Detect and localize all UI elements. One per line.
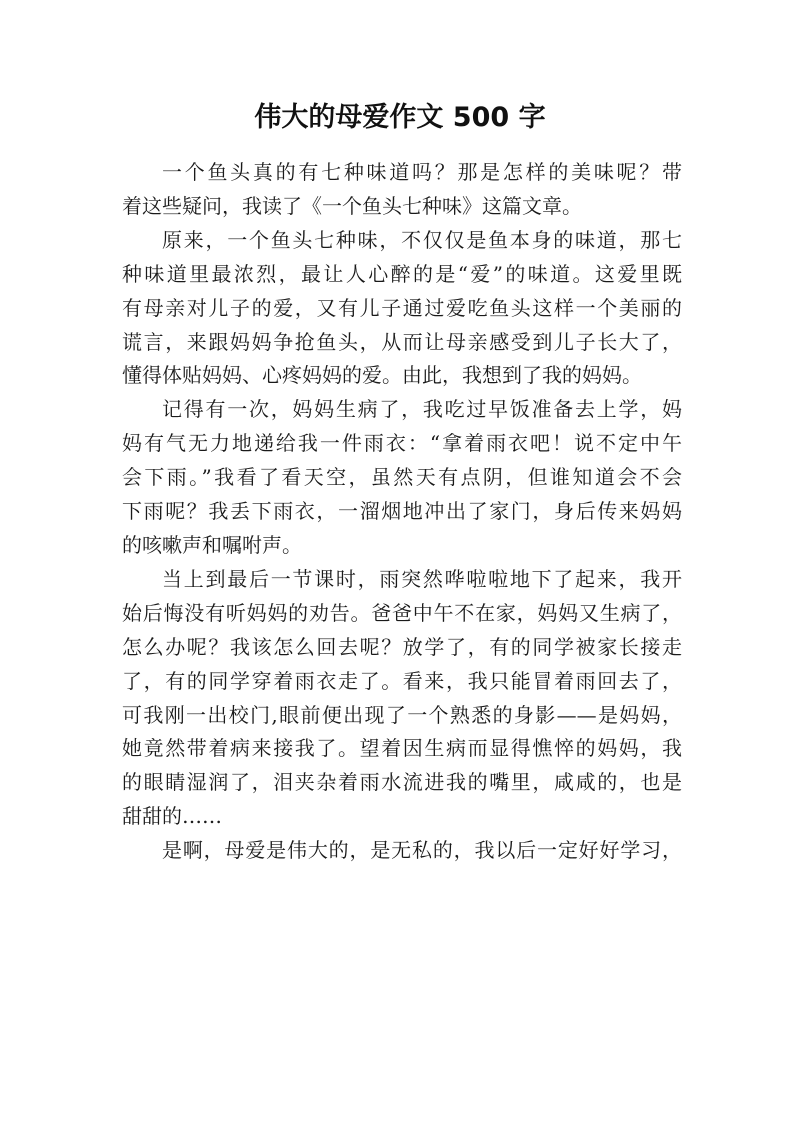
text-line: 始后悔没有听妈妈的劝告。爸爸中午不在家，妈妈又生病了， bbox=[122, 600, 682, 625]
text-line: 的咳嗽声和嘱咐声。 bbox=[122, 532, 302, 557]
text-line: 会下雨。”我看了看天空，虽然天有点阴，但谁知道会不会 bbox=[122, 465, 682, 490]
text-line: 原来，一个鱼头七种味，不仅仅是鱼本身的味道，那七 bbox=[162, 227, 682, 252]
text-line: 了，有的同学穿着雨衣走了。看来，我只能冒着雨回去了， bbox=[122, 668, 682, 693]
text-line: 种味道里最浓烈，最让人心醉的是“爱”的味道。这爱里既 bbox=[122, 261, 682, 286]
text-line: 当上到最后一节课时，雨突然哗啦啦地下了起来，我开 bbox=[162, 566, 682, 591]
document-body bbox=[122, 156, 682, 868]
text-line: 下雨呢？我丢下雨衣，一溜烟地冲出了家门，身后传来妈妈 bbox=[122, 499, 682, 524]
text-line: 一个鱼头真的有七种味道吗？那是怎样的美味呢？带 bbox=[162, 160, 682, 184]
text-line: 记得有一次，妈妈生病了，我吃过早饭准备去上学，妈 bbox=[162, 397, 682, 422]
text-line: 的眼睛湿润了，泪夹杂着雨水流进我的嘴里，咸咸的，也是 bbox=[122, 770, 682, 795]
text-line: 是啊，母爱是伟大的，是无私的，我以后一定好好学习， bbox=[162, 838, 682, 863]
paragraph-1 bbox=[122, 156, 682, 224]
text-line: 她竟然带着病来接我了。望着因生病而显得憔悴的妈妈，我 bbox=[122, 736, 682, 761]
paragraph-5 bbox=[122, 834, 682, 868]
paragraph-4 bbox=[122, 563, 682, 834]
paragraph-2 bbox=[122, 224, 682, 394]
text-line: 谎言，来跟妈妈争抢鱼头，从而让母亲感受到儿子长大了， bbox=[122, 329, 682, 354]
document-title: 伟大的母爱作文 500 字 bbox=[254, 102, 546, 133]
text-line: 甜甜的…… bbox=[122, 804, 222, 829]
text-line: 妈有气无力地递给我一件雨衣：“拿着雨衣吧！说不定中午 bbox=[122, 431, 682, 456]
paragraph-3 bbox=[122, 393, 682, 563]
text-line: 懂得体贴妈妈、心疼妈妈的爱。由此，我想到了我的妈妈。 bbox=[122, 363, 642, 388]
text-line: 有母亲对儿子的爱，又有儿子通过爱吃鱼头这样一个美丽的 bbox=[122, 295, 682, 320]
text-line: 着这些疑问，我读了《一个鱼头七种味》这篇文章。 bbox=[122, 193, 582, 218]
text-line: 怎么办呢？我该怎么回去呢？放学了，有的同学被家长接走 bbox=[122, 634, 682, 659]
text-line: 可我刚一出校门,眼前便出现了一个熟悉的身影——是妈妈， bbox=[122, 702, 682, 727]
